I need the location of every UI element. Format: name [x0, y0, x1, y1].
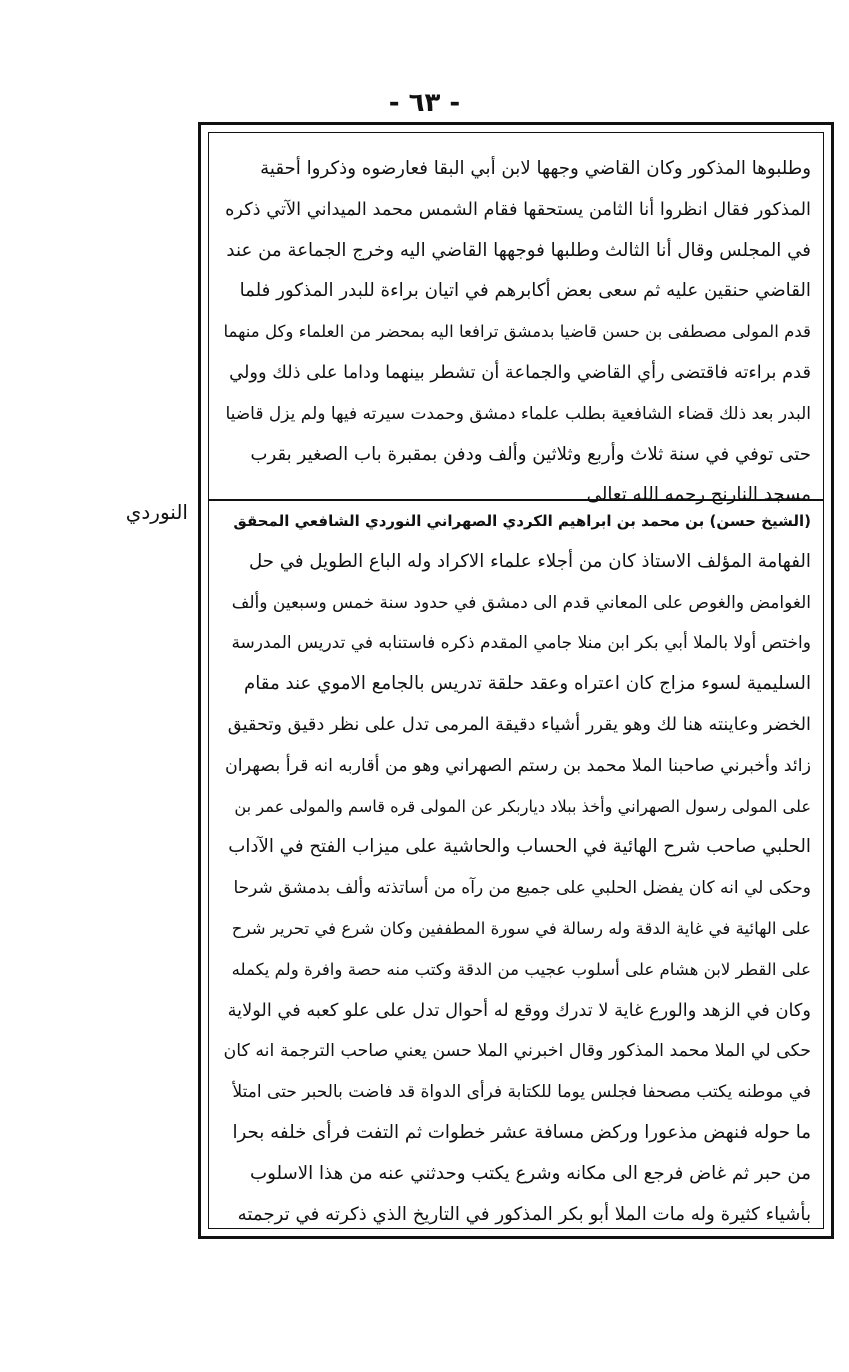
text-line: وكان في الزهد والورع غاية لا تدرك ووقع له أحوال تدل على علو كعبه في الولاية [227, 999, 811, 1021]
text-line: واختص أولا بالملا أبي بكر ابن منلا جامي المقدم ذكره فاستنابه في تدريس المدرسة [231, 633, 811, 654]
text-line: وحكى لي انه كان يفضل الحلبي على جميع من رآه من أساتذته وألف بدمشق شرحا [233, 878, 811, 899]
text-line: الحلبي صاحب شرح الهائية في الحساب والحاشية على ميزاب الفتح في الآداب [228, 836, 811, 858]
text-line: البدر بعد ذلك قضاء الشافعية بطلب علماء دمشق وحمدت سيرته فيها ولم يزل قاضيا [225, 403, 811, 424]
text-line: القاضي حنقين عليه ثم سعى بعض أكابرهم في اتيان براءة للبدر المذكور فلما [239, 280, 811, 302]
text-line: ما حوله فنهض مذعورا وركض مسافة عشر خطوات ثم التفت فرأى خلفه بحرا [232, 1121, 811, 1143]
text-line: قدم براءته فاقتضى رأي القاضي والجماعة أن تشطر بينهما وداما على ذلك وولي [229, 361, 811, 383]
page-number: - ٦٣ - [388, 88, 461, 118]
text-line: في موطنه يكتب مصحفا فجلس يوما للكتابة فرأى الدواة قد فاضت بالحبر حتى امتلأ [232, 1082, 811, 1103]
text-line: الخضر وعاينته هنا لك وهو يقرر أشياء دقيقة المرمى تدل على نظر دقيق وتحقيق [227, 713, 811, 735]
page-frame [198, 122, 834, 1239]
text-line: الغوامض والغوص على المعاني قدم الى دمشق في حدود سنة خمس وسبعين وألف [231, 592, 811, 613]
text-line: في المجلس وقال أنا الثالث وطلبها فوجهها القاضي اليه وخرج الجماعة من عند [226, 239, 811, 261]
text-line: وطلبوها المذكور وكان القاضي وجهها لابن أبي البقا فعارضوه وذكروا أحقية [260, 158, 811, 179]
text-line: على الهائية في غاية الدقة وله رسالة في سورة المطففين وكان شرع في تحرير شرح [231, 918, 811, 938]
page-frame-inner [208, 132, 824, 1229]
text-line: حكى لي الملا محمد المذكور وقال اخبرني الملا حسن يعني صاحب الترجمة انه كان [223, 1041, 811, 1062]
biography-heading-line: (الشيخ حسن) بن محمد بن ابراهيم الكردي الصهراني النوردي الشافعي المحقق [233, 512, 811, 530]
text-line: زائد وأخبرني صاحبنا الملا محمد بن رستم الصهراني وهو من أقاربه انه قرأ بصهران [225, 755, 811, 776]
margin-note: النوردي [125, 500, 188, 524]
text-line: على المولى رسول الصهراني وأخذ ببلاد دياربكر عن المولى قره قاسم والمولى عمر بن [234, 796, 811, 816]
text-line: بأشياء كثيرة وله مات الملا أبو بكر المذكور في التاريخ الذي ذكرته في ترجمته [237, 1203, 811, 1225]
text-block-biography [221, 501, 811, 1235]
text-line: السليمية لسوء مزاج كان اعتراه وعقد حلقة تدريس بالجامع الاموي عند مقام [243, 673, 811, 695]
text-line: حتى توفي في سنة ثلاث وأربع وثلاثين وألف ودفن بمقبرة باب الصغير بقرب [250, 443, 811, 465]
text-line: قدم المولى مصطفى بن حسن قاضيا بدمشق ترافعا اليه بمحضر من العلماء وكل منهما [223, 322, 811, 342]
text-line: على القطر لابن هشام على أسلوب عجيب من الدقة وكتب منه حصة وافرة ولم يكمله [231, 959, 811, 979]
text-line: المذكور فقال انظروا أنا الثامن يستحقها فقام الشمس محمد الميداني الآتي ذكره [225, 198, 811, 220]
text-line: مسجد النارنج رحمه الله تعالى [586, 484, 811, 506]
text-line: من حبر ثم غاض فرجع الى مكانه وشرع يكتب وحدثني عنه من هذا الاسلوب [250, 1162, 811, 1184]
text-line: الفهامة المؤلف الاستاذ كان من أجلاء علماء الاكراد وله الباع الطويل في حل [248, 550, 811, 572]
text-block-continuation [221, 149, 811, 516]
